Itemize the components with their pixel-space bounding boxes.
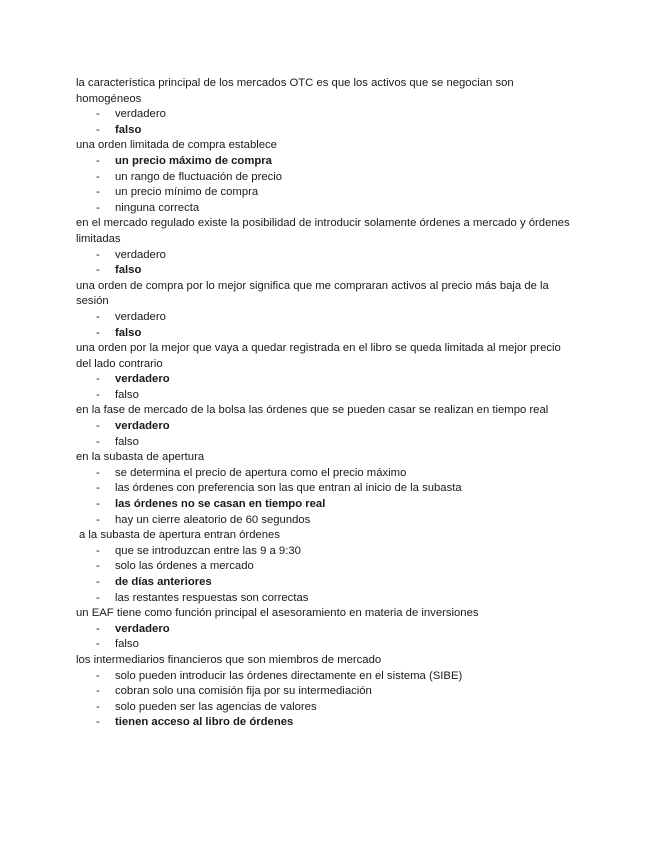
list-dash: - <box>96 466 100 479</box>
answer-options <box>76 669 576 731</box>
list-dash: - <box>96 154 100 167</box>
answer-option-correct <box>76 154 576 170</box>
answer-option-text: se determina el precio de apertura como el precio máximo <box>115 466 407 479</box>
list-dash: - <box>96 513 100 526</box>
answer-options <box>76 154 576 216</box>
question-block <box>76 138 576 216</box>
answer-option-text: las órdenes no se casan en tiempo real <box>115 498 326 511</box>
question-text: una orden limitada de compra establece <box>76 139 277 152</box>
answer-option <box>76 466 576 482</box>
list-dash: - <box>96 326 100 339</box>
answer-option-text: verdadero <box>115 248 166 261</box>
question-text: la característica principal de los mercados OTC es que los activos que se negocian son homogéneos <box>76 77 514 105</box>
list-dash: - <box>96 435 100 448</box>
question-text: en la fase de mercado de la bolsa las órdenes que se pueden casar se realizan en tiempo real <box>76 404 549 417</box>
answer-option-text: falso <box>115 388 139 401</box>
answer-option-text: tienen acceso al libro de órdenes <box>115 716 294 729</box>
answer-option-text: falso <box>115 326 142 339</box>
list-dash: - <box>96 420 100 433</box>
answer-options <box>76 466 576 528</box>
answer-options <box>76 310 576 341</box>
answer-option <box>76 185 576 201</box>
answer-option <box>76 559 576 575</box>
answer-option-text: verdadero <box>115 373 170 386</box>
question-block <box>76 528 576 606</box>
answer-option <box>76 481 576 497</box>
answer-option <box>76 201 576 217</box>
answer-option-correct <box>76 575 576 591</box>
list-dash: - <box>96 388 100 401</box>
answer-option <box>76 310 576 326</box>
answer-option <box>76 107 576 123</box>
question-text: en la subasta de apertura <box>76 451 205 464</box>
answer-option-correct <box>76 326 576 342</box>
question-block <box>76 450 576 528</box>
answer-option <box>76 435 576 451</box>
answer-option <box>76 684 576 700</box>
answer-option-text: falso <box>115 435 139 448</box>
answer-option <box>76 669 576 685</box>
answer-option-text: falso <box>115 264 142 277</box>
list-dash: - <box>96 108 100 121</box>
list-dash: - <box>96 310 100 323</box>
list-dash: - <box>96 498 100 511</box>
answer-option <box>76 248 576 264</box>
list-dash: - <box>96 685 100 698</box>
answer-options <box>76 419 576 450</box>
answer-option-text: que se introduzcan entre las 9 a 9:30 <box>115 544 301 557</box>
answer-option-text: solo pueden ser las agencias de valores <box>115 700 317 713</box>
answer-option-text: falso <box>115 638 139 651</box>
answer-option <box>76 170 576 186</box>
question-text: una orden de compra por lo mejor significa que me compraran activos al precio más baja de la sesión <box>76 279 549 308</box>
answer-option-text: un precio mínimo de compra <box>115 186 259 199</box>
list-dash: - <box>96 123 100 136</box>
answer-option <box>76 637 576 653</box>
list-dash: - <box>96 264 100 277</box>
answer-option-text: verdadero <box>115 310 166 323</box>
list-dash: - <box>96 591 100 604</box>
list-dash: - <box>96 482 100 495</box>
answer-option-text: solo pueden introducir las órdenes directamente en el sistema (SIBE) <box>115 669 463 682</box>
list-dash: - <box>96 544 100 557</box>
answer-option <box>76 591 576 607</box>
answer-option-text: ninguna correcta <box>115 201 200 214</box>
answer-options <box>76 544 576 606</box>
answer-option-text: las órdenes con preferencia son las que entran al inicio de la subasta <box>115 482 462 495</box>
list-dash: - <box>96 576 100 588</box>
answer-option-text: falso <box>115 123 142 136</box>
answer-option-text: verdadero <box>115 420 170 433</box>
question-block <box>76 653 576 731</box>
question-block <box>76 76 576 138</box>
list-dash: - <box>96 669 100 682</box>
question-block <box>76 606 576 653</box>
answer-options <box>76 107 576 138</box>
answer-option-text: las restantes respuestas son correctas <box>115 591 309 604</box>
answer-option-correct <box>76 263 576 279</box>
answer-option-correct <box>76 622 576 638</box>
answer-option <box>76 513 576 529</box>
list-dash: - <box>96 373 100 386</box>
answer-option-correct <box>76 123 576 139</box>
list-dash: - <box>96 638 100 651</box>
answer-option-correct <box>76 497 576 513</box>
question-block <box>76 403 576 450</box>
answer-option-correct <box>76 419 576 435</box>
document-page <box>76 76 576 731</box>
list-dash: - <box>96 700 100 713</box>
answer-option <box>76 388 576 404</box>
question-text: una orden por la mejor que vaya a quedar registrada en el libro se queda limitada al mejor precio del lado contrario <box>76 342 561 370</box>
answer-option <box>76 700 576 716</box>
answer-option-text: solo las órdenes a mercado <box>115 560 254 573</box>
list-dash: - <box>96 716 100 729</box>
answer-option-correct <box>76 372 576 388</box>
answer-option-text: verdadero <box>115 108 166 121</box>
question-block <box>76 341 576 403</box>
answer-options <box>76 372 576 403</box>
answer-option-text: hay un cierre aleatorio de 60 segundos <box>115 513 311 526</box>
list-dash: - <box>96 560 100 573</box>
answer-option-text: de días anteriores <box>115 576 212 588</box>
question-block <box>76 216 576 278</box>
question-block <box>76 279 576 341</box>
answer-option-text: verdadero <box>115 622 170 635</box>
question-text: los intermediarios financieros que son miembros de mercado <box>76 653 382 666</box>
answer-options <box>76 248 576 279</box>
answer-option-text: cobran solo una comisión fija por su intermediación <box>115 685 372 698</box>
list-dash: - <box>96 622 100 635</box>
list-dash: - <box>96 170 100 183</box>
list-dash: - <box>96 186 100 199</box>
list-dash: - <box>96 201 100 214</box>
answer-option-correct <box>76 715 576 731</box>
answer-option-text: un rango de fluctuación de precio <box>115 170 283 183</box>
question-text: a la subasta de apertura entran órdenes <box>79 529 280 542</box>
answer-option <box>76 544 576 560</box>
question-text: en el mercado regulado existe la posibilidad de introducir solamente órdenes a mercado y órdenes limitadas <box>76 217 570 245</box>
answer-option-text: un precio máximo de compra <box>115 154 272 167</box>
question-text: un EAF tiene como función principal el asesoramiento en materia de inversiones <box>76 607 479 620</box>
list-dash: - <box>96 248 100 261</box>
answer-options <box>76 622 576 653</box>
